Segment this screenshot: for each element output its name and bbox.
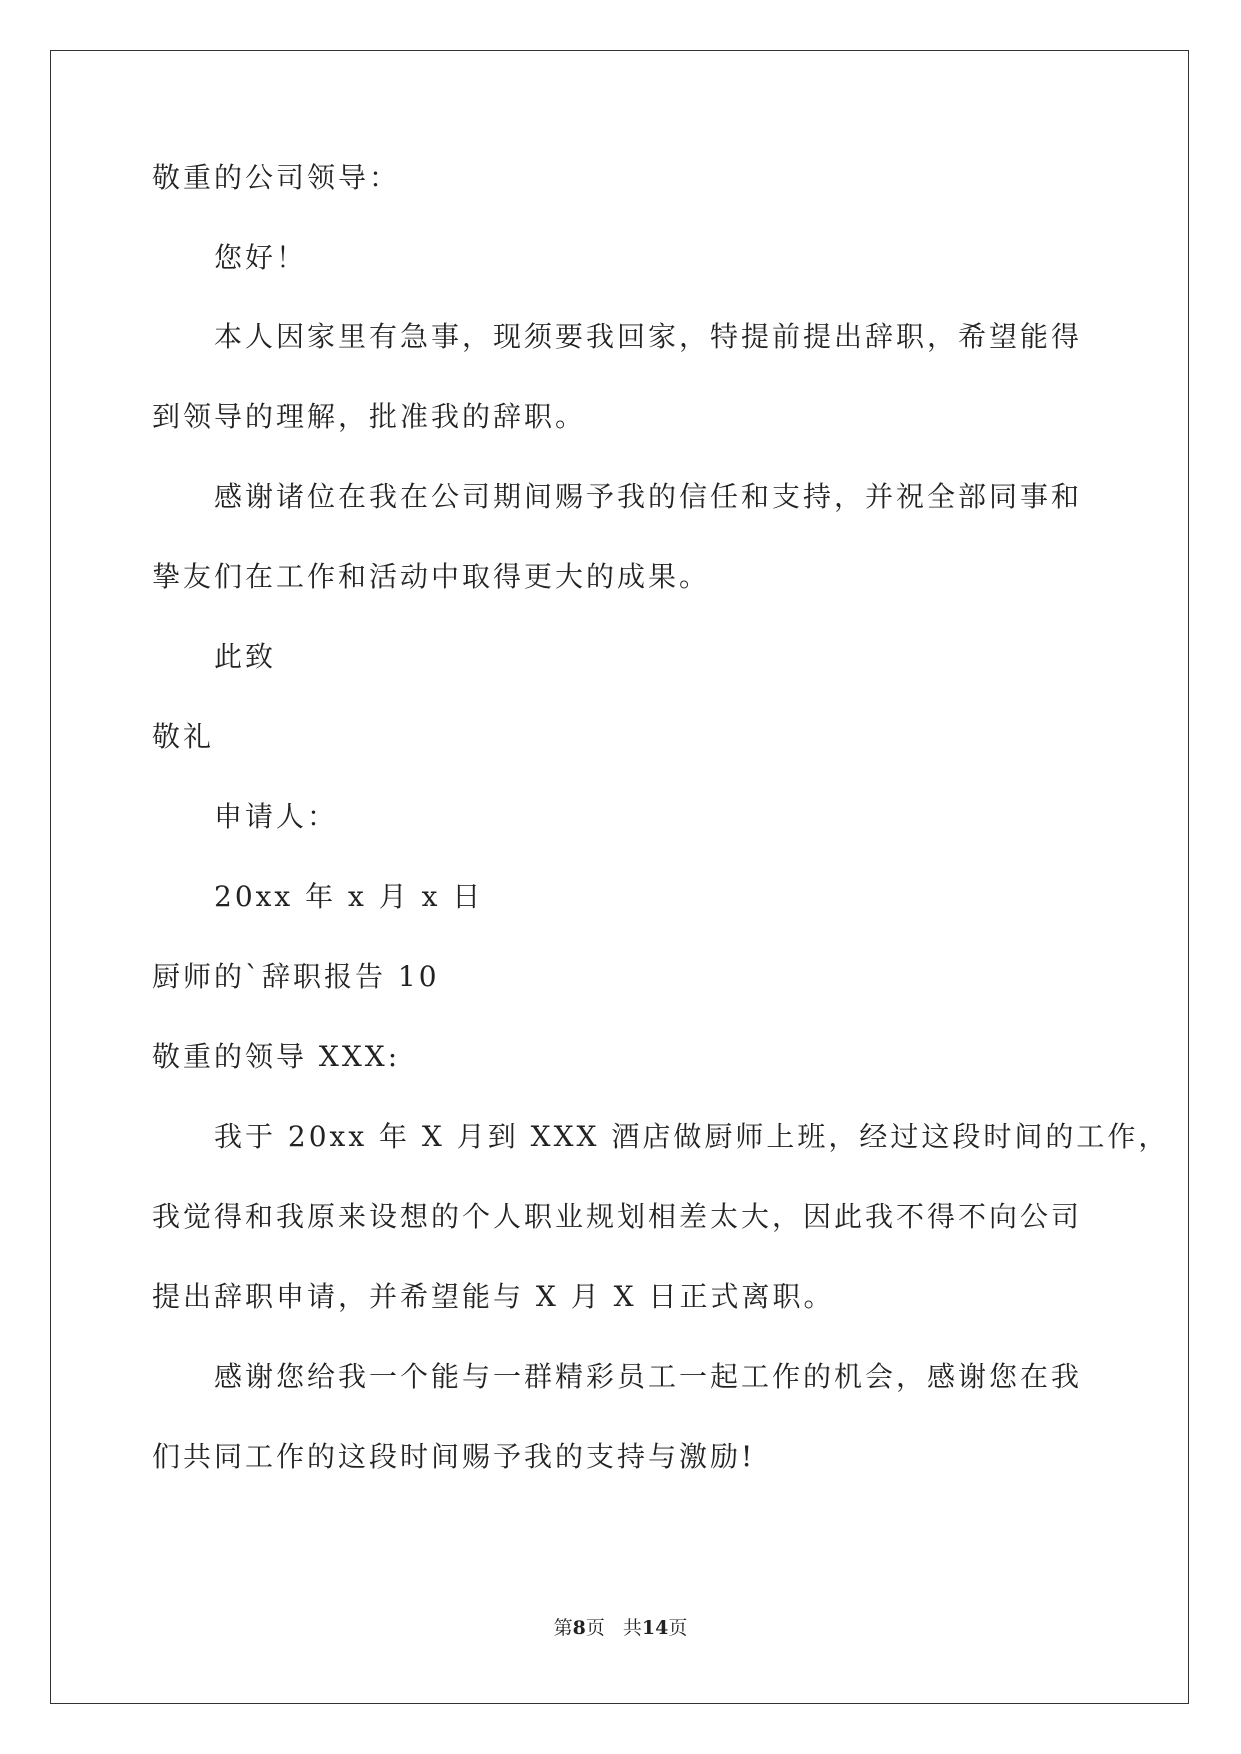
page-suffix: 页 (585, 1617, 605, 1639)
salutation-line: 敬重的公司领导： (152, 161, 401, 194)
body-line: 到领导的理解，批准我的辞职。 (152, 400, 587, 433)
body-line: 感谢诸位在我在公司期间赐予我的信任和支持，并祝全部同事和 (214, 480, 1083, 513)
closing-regards: 敬礼 (152, 720, 215, 753)
body-line: 我觉得和我原来设想的个人职业规划相差太大，因此我不得不向公司 (152, 1200, 1083, 1233)
page-prefix: 第 (553, 1617, 573, 1639)
section-title: 厨师的`辞职报告 10 (152, 960, 440, 993)
applicant-label: 申请人： (214, 800, 339, 833)
total-prefix: 共 (622, 1617, 642, 1639)
total-suffix: 页 (668, 1617, 688, 1639)
date-line: 20xx 年 x 月 x 日 (214, 880, 484, 913)
page-footer (0, 1616, 1241, 1640)
greeting-line: 您好！ (214, 241, 308, 274)
body-line: 提出辞职申请，并希望能与 X 月 X 日正式离职。 (152, 1280, 835, 1313)
body-line: 们共同工作的这段时间赐予我的支持与激励! (152, 1440, 756, 1473)
closing-line: 此致 (214, 640, 277, 673)
page-number: 8 (572, 1617, 586, 1639)
salutation-line: 敬重的领导 XXX: (152, 1040, 401, 1073)
body-line: 挚友们在工作和活动中取得更大的成果。 (152, 560, 711, 593)
body-line: 感谢您给我一个能与一群精彩员工一起工作的机会，感谢您在我 (214, 1360, 1083, 1393)
body-line: 我于 20xx 年 X 月到 XXX 酒店做厨师上班，经过这段时间的工作， (214, 1120, 1170, 1153)
total-pages: 14 (641, 1617, 669, 1639)
body-line: 本人因家里有急事，现须要我回家，特提前提出辞职，希望能得 (214, 320, 1083, 353)
